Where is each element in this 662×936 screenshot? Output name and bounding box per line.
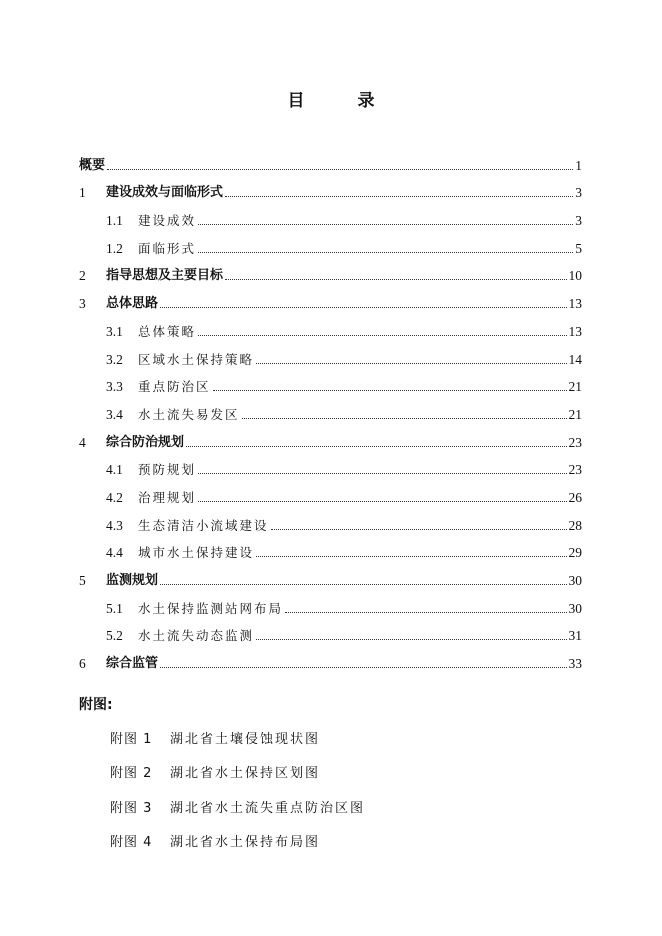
appendix-item-title: 湖北省土壤侵蚀现状图 bbox=[170, 732, 321, 747]
toc-entry[interactable] bbox=[79, 617, 582, 645]
toc-entry[interactable] bbox=[79, 561, 582, 589]
toc-entry[interactable] bbox=[79, 312, 582, 340]
toc-entry-number: 4.4 bbox=[106, 545, 123, 561]
toc-entry-number: 3.2 bbox=[106, 351, 123, 367]
appendix-heading: 附图: bbox=[79, 697, 113, 713]
dot-leader bbox=[160, 583, 566, 585]
toc-entry-label: 城市水土保持建设 bbox=[138, 545, 255, 561]
appendix-item-number: 附图 2 bbox=[110, 766, 153, 782]
toc-entry[interactable] bbox=[79, 146, 582, 174]
toc-entry[interactable] bbox=[79, 174, 582, 202]
dot-leader bbox=[225, 195, 573, 197]
dot-leader bbox=[213, 389, 567, 391]
appendix-item-number: 附图 4 bbox=[110, 834, 153, 850]
toc-entry-number: 6 bbox=[79, 656, 86, 672]
toc-entry-label: 指导思想及主要目标 bbox=[106, 268, 224, 284]
toc-entry[interactable] bbox=[79, 423, 582, 451]
toc-entry-number: 1.1 bbox=[106, 213, 123, 229]
toc-entry-page: 33 bbox=[568, 656, 582, 672]
toc-entry-page: 29 bbox=[568, 545, 582, 561]
page-title: 目 录 bbox=[287, 91, 393, 111]
toc-entry[interactable] bbox=[79, 257, 582, 285]
toc-entry[interactable] bbox=[79, 340, 582, 368]
toc-entry-label: 生态清洁小流域建设 bbox=[138, 517, 269, 533]
toc-entry-page: 28 bbox=[568, 517, 582, 533]
toc-entry-page: 3 bbox=[575, 185, 582, 201]
toc-entry-label: 预防规划 bbox=[138, 462, 197, 478]
toc-entry-page: 23 bbox=[568, 434, 582, 450]
toc-entry-page: 23 bbox=[568, 462, 582, 478]
toc-entry-label: 综合监管 bbox=[106, 656, 159, 672]
toc-entry-number: 3 bbox=[79, 296, 86, 312]
dot-leader bbox=[225, 278, 566, 280]
toc-entry[interactable] bbox=[79, 284, 582, 312]
dot-leader bbox=[198, 500, 566, 502]
toc-entry-page: 30 bbox=[568, 573, 582, 588]
toc-entry-label: 建设成效 bbox=[138, 213, 197, 229]
toc-entry[interactable] bbox=[79, 534, 582, 562]
toc-entry-label: 面临形式 bbox=[138, 240, 197, 256]
toc-entry-number: 5.2 bbox=[106, 628, 123, 644]
appendix-item[interactable] bbox=[110, 832, 365, 866]
toc-entry-label: 总体策略 bbox=[138, 323, 197, 339]
toc-entry-page: 21 bbox=[568, 379, 582, 395]
toc-entry[interactable] bbox=[79, 451, 582, 479]
appendix-item-title: 湖北省水土保持区划图 bbox=[170, 766, 321, 782]
dot-leader bbox=[256, 555, 566, 557]
table-of-contents bbox=[79, 146, 582, 672]
toc-entry-number: 4.3 bbox=[106, 517, 123, 533]
toc-entry-label: 区域水土保持策略 bbox=[138, 351, 255, 367]
dot-leader bbox=[160, 306, 566, 308]
toc-entry-number: 3.3 bbox=[106, 379, 123, 395]
toc-entry-label: 水土流失动态监测 bbox=[138, 628, 255, 644]
toc-entry-label: 监测规划 bbox=[106, 573, 159, 588]
toc-entry[interactable] bbox=[79, 644, 582, 672]
toc-entry-label: 概要 bbox=[79, 157, 106, 173]
toc-entry-number: 5 bbox=[79, 573, 86, 588]
toc-entry-page: 1 bbox=[575, 157, 582, 173]
toc-entry[interactable] bbox=[79, 589, 582, 617]
toc-entry-page: 26 bbox=[568, 489, 582, 505]
appendix-item-title: 湖北省水土流失重点防治区图 bbox=[170, 800, 366, 816]
toc-entry-page: 3 bbox=[575, 213, 582, 229]
toc-entry-number: 5.1 bbox=[106, 600, 123, 616]
toc-entry-label: 重点防治区 bbox=[138, 379, 211, 395]
dot-leader bbox=[256, 362, 566, 364]
dot-leader bbox=[160, 666, 566, 668]
appendix-item[interactable] bbox=[110, 763, 365, 797]
toc-entry-label: 建设成效与面临形式 bbox=[106, 185, 224, 201]
appendix-item-number: 附图 1 bbox=[110, 732, 153, 747]
toc-entry-number: 1.2 bbox=[106, 240, 123, 256]
toc-entry[interactable] bbox=[79, 506, 582, 534]
toc-entry-label: 综合防治规划 bbox=[106, 434, 185, 450]
toc-entry-label: 治理规划 bbox=[138, 489, 197, 505]
toc-entry-page: 5 bbox=[575, 240, 582, 256]
toc-entry-label: 水土保持监测站网布局 bbox=[138, 600, 284, 616]
toc-entry[interactable] bbox=[79, 478, 582, 506]
toc-entry-number: 4.1 bbox=[106, 462, 123, 478]
toc-entry-number: 4 bbox=[79, 434, 86, 450]
toc-entry-label: 水土流失易发区 bbox=[138, 406, 240, 422]
toc-entry-page: 31 bbox=[568, 628, 582, 644]
toc-entry-number: 3.1 bbox=[106, 323, 123, 339]
dot-leader bbox=[256, 638, 566, 640]
dot-leader bbox=[198, 251, 573, 253]
appendix-item-number: 附图 3 bbox=[110, 800, 153, 816]
toc-entry-page: 10 bbox=[568, 268, 582, 284]
dot-leader bbox=[107, 168, 573, 170]
toc-entry[interactable] bbox=[79, 201, 582, 229]
appendix-list bbox=[110, 729, 365, 866]
dot-leader bbox=[186, 445, 566, 447]
toc-entry-number: 1 bbox=[79, 185, 86, 201]
toc-entry-number: 3.4 bbox=[106, 406, 123, 422]
toc-entry-label: 总体思路 bbox=[106, 296, 159, 312]
toc-entry-page: 21 bbox=[568, 406, 582, 422]
toc-entry-page: 14 bbox=[568, 351, 582, 367]
toc-entry[interactable] bbox=[79, 229, 582, 257]
dot-leader bbox=[198, 334, 566, 336]
toc-entry-page: 13 bbox=[568, 296, 582, 312]
dot-leader bbox=[271, 528, 567, 530]
toc-entry[interactable] bbox=[79, 368, 582, 396]
appendix-item[interactable] bbox=[110, 729, 365, 763]
toc-entry-page: 13 bbox=[568, 323, 582, 339]
dot-leader bbox=[198, 472, 566, 474]
dot-leader bbox=[285, 611, 566, 613]
appendix-item[interactable] bbox=[110, 798, 365, 832]
toc-entry[interactable] bbox=[79, 395, 582, 423]
dot-leader bbox=[242, 417, 567, 419]
toc-entry-number: 2 bbox=[79, 268, 86, 284]
toc-entry-page: 30 bbox=[568, 600, 582, 616]
toc-entry-number: 4.2 bbox=[106, 489, 123, 505]
dot-leader bbox=[198, 223, 573, 225]
appendix-item-title: 湖北省水土保持布局图 bbox=[170, 834, 321, 850]
